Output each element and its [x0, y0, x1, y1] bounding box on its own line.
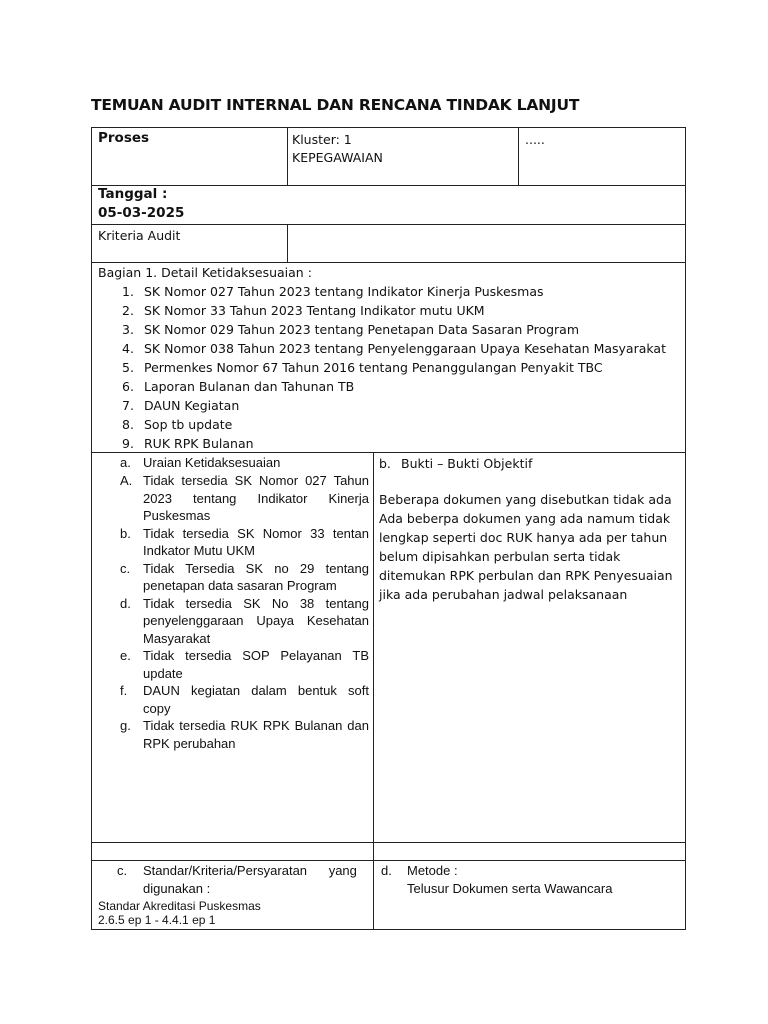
standar-line2: digunakan :	[143, 881, 211, 896]
dots-cell	[518, 127, 686, 186]
bagian-list	[98, 282, 678, 453]
uraian-marker: a.	[120, 455, 131, 470]
bagian-list-item	[98, 320, 678, 339]
bukti-line: jika ada perubahan jadwal pelaksanaan	[379, 587, 628, 602]
proses-label: Proses	[98, 130, 150, 146]
kluster-label: Kluster: 1	[292, 132, 352, 147]
bagian-item-text: Permenkes Nomor 67 Tahun 2016 tentang Penanggulangan Penyakit TBC	[144, 360, 603, 375]
bagian-item-number: 9.	[122, 436, 134, 451]
uraian-item-marker: b.	[120, 525, 131, 541]
bukti-text	[379, 490, 684, 604]
uraian-list-item	[92, 560, 375, 595]
bagian-list-item	[98, 301, 678, 320]
bagian-item-number: 2.	[122, 303, 134, 318]
uraian-item-text: Tidak tersedia SOP Pelayanan TB update	[143, 648, 369, 681]
uraian-item-text: DAUN kegiatan dalam bentuk soft copy	[143, 683, 369, 716]
standar-value1: Standar Akreditasi Puskesmas	[98, 899, 261, 913]
uraian-list-item	[92, 525, 375, 560]
bukti-line: Beberapa dokumen yang disebutkan tidak ada	[379, 492, 672, 507]
uraian-list-item	[92, 647, 375, 682]
dots-label: .....	[525, 132, 545, 147]
standar-marker: c.	[117, 863, 128, 878]
bagian-item-number: 7.	[122, 398, 134, 413]
uraian-item-marker: A.	[120, 473, 133, 488]
metode-cell	[373, 860, 686, 930]
uraian-item-marker: d.	[120, 595, 131, 611]
bagian-item-number: 4.	[122, 341, 134, 356]
bagian-item-text: Laporan Bulanan dan Tahunan TB	[144, 379, 355, 394]
bagian-list-item	[98, 415, 678, 434]
proses-cell	[91, 127, 288, 186]
bukti-heading: Bukti – Bukti Objektif	[401, 456, 533, 471]
bagian-list-item	[98, 358, 678, 377]
uraian-item-marker: g.	[120, 718, 131, 733]
bukti-line: ditemukan RPK perbulan dan RPK Penyesuaian	[379, 568, 673, 583]
spacer-right-cell	[373, 842, 686, 861]
uraian-list	[92, 472, 375, 752]
uraian-list-item	[92, 595, 375, 648]
bagian-heading: Bagian 1. Detail Ketidaksesuaian :	[98, 265, 312, 280]
bagian-item-number: 1.	[122, 284, 134, 299]
kluster-cell	[287, 127, 519, 186]
uraian-heading: Uraian Ketidaksesuaian	[143, 455, 281, 470]
bagian-cell	[91, 262, 686, 453]
bagian-list-item	[98, 434, 678, 453]
metode-marker: d.	[381, 863, 392, 878]
bukti-line: lengkap seperti doc RUK hanya ada per tahun	[379, 530, 668, 545]
kriteria-value-cell	[287, 224, 686, 263]
standar-cell	[91, 860, 374, 930]
spacer-left-cell	[91, 842, 374, 861]
document-title: TEMUAN AUDIT INTERNAL DAN RENCANA TINDAK LANJUT	[91, 96, 580, 114]
bagian-item-number: 6.	[122, 379, 134, 394]
bukti-line: belum dipisahkan perbulan serta tidak	[379, 549, 621, 564]
bukti-line: Ada beberpa dokumen yang ada namum tidak	[379, 511, 671, 526]
bagian-item-text: SK Nomor 33 Tahun 2023 Tentang Indikator mutu UKM	[144, 303, 485, 318]
uraian-item-text: Tidak tersedia SK Nomor 33 tentan Indkator Mutu UKM	[143, 525, 369, 558]
uraian-item-text: Tidak tersedia SK No 38 tentang penyelenggaraan Upaya Kesehatan Masyarakat	[143, 595, 369, 646]
bagian-list-item	[98, 282, 678, 301]
uraian-list-item	[92, 717, 375, 752]
metode-value: Telusur Dokumen serta Wawancara	[407, 881, 613, 896]
uraian-item-text: Tidak Tersedia SK no 29 tentang penetapan data sasaran Program	[143, 560, 369, 593]
uraian-item-text: Tidak tersedia RUK RPK Bulanan dan RPK perubahan	[143, 718, 369, 751]
bagian-item-number: 8.	[122, 417, 134, 432]
bagian-item-text: Sop tb update	[144, 417, 233, 432]
tanggal-value: 05-03-2025	[98, 205, 185, 221]
uraian-list-item	[92, 472, 375, 525]
metode-label: Metode :	[407, 863, 458, 878]
bagian-list-item	[98, 377, 678, 396]
kriteria-label: Kriteria Audit	[98, 228, 181, 243]
uraian-item-marker: c.	[120, 560, 131, 576]
bagian-item-text: DAUN Kegiatan	[144, 398, 240, 413]
uraian-list-item	[92, 682, 375, 717]
tanggal-label: Tanggal :	[98, 186, 168, 202]
kriteria-label-cell	[91, 224, 288, 263]
bagian-item-number: 5.	[122, 360, 134, 375]
tanggal-cell	[91, 185, 686, 225]
bagian-list-item	[98, 339, 678, 358]
bukti-marker: b.	[379, 456, 391, 471]
bagian-item-text: SK Nomor 029 Tahun 2023 tentang Penetapan Data Sasaran Program	[144, 322, 579, 337]
kepegawaian-label: KEPEGAWAIAN	[292, 150, 383, 165]
uraian-item-text: Tidak tersedia SK Nomor 027 Tahun 2023 tentang Indikator Kinerja Puskesmas	[143, 473, 369, 523]
bagian-item-text: SK Nomor 038 Tahun 2023 tentang Penyelenggaraan Upaya Kesehatan Masyarakat	[144, 341, 666, 356]
standar-line1: Standar/Kriteria/Persyaratan yang	[143, 863, 357, 878]
bukti-cell	[373, 452, 686, 843]
bagian-item-text: SK Nomor 027 Tahun 2023 tentang Indikator Kinerja Puskesmas	[144, 284, 544, 299]
bagian-list-item	[98, 396, 678, 415]
bagian-item-number: 3.	[122, 322, 134, 337]
uraian-item-marker: f.	[120, 683, 128, 698]
uraian-item-marker: e.	[120, 648, 131, 663]
standar-value2: 2.6.5 ep 1 - 4.4.1 ep 1	[98, 913, 216, 927]
uraian-cell	[91, 452, 374, 843]
bagian-item-text: RUK RPK Bulanan	[144, 436, 254, 451]
